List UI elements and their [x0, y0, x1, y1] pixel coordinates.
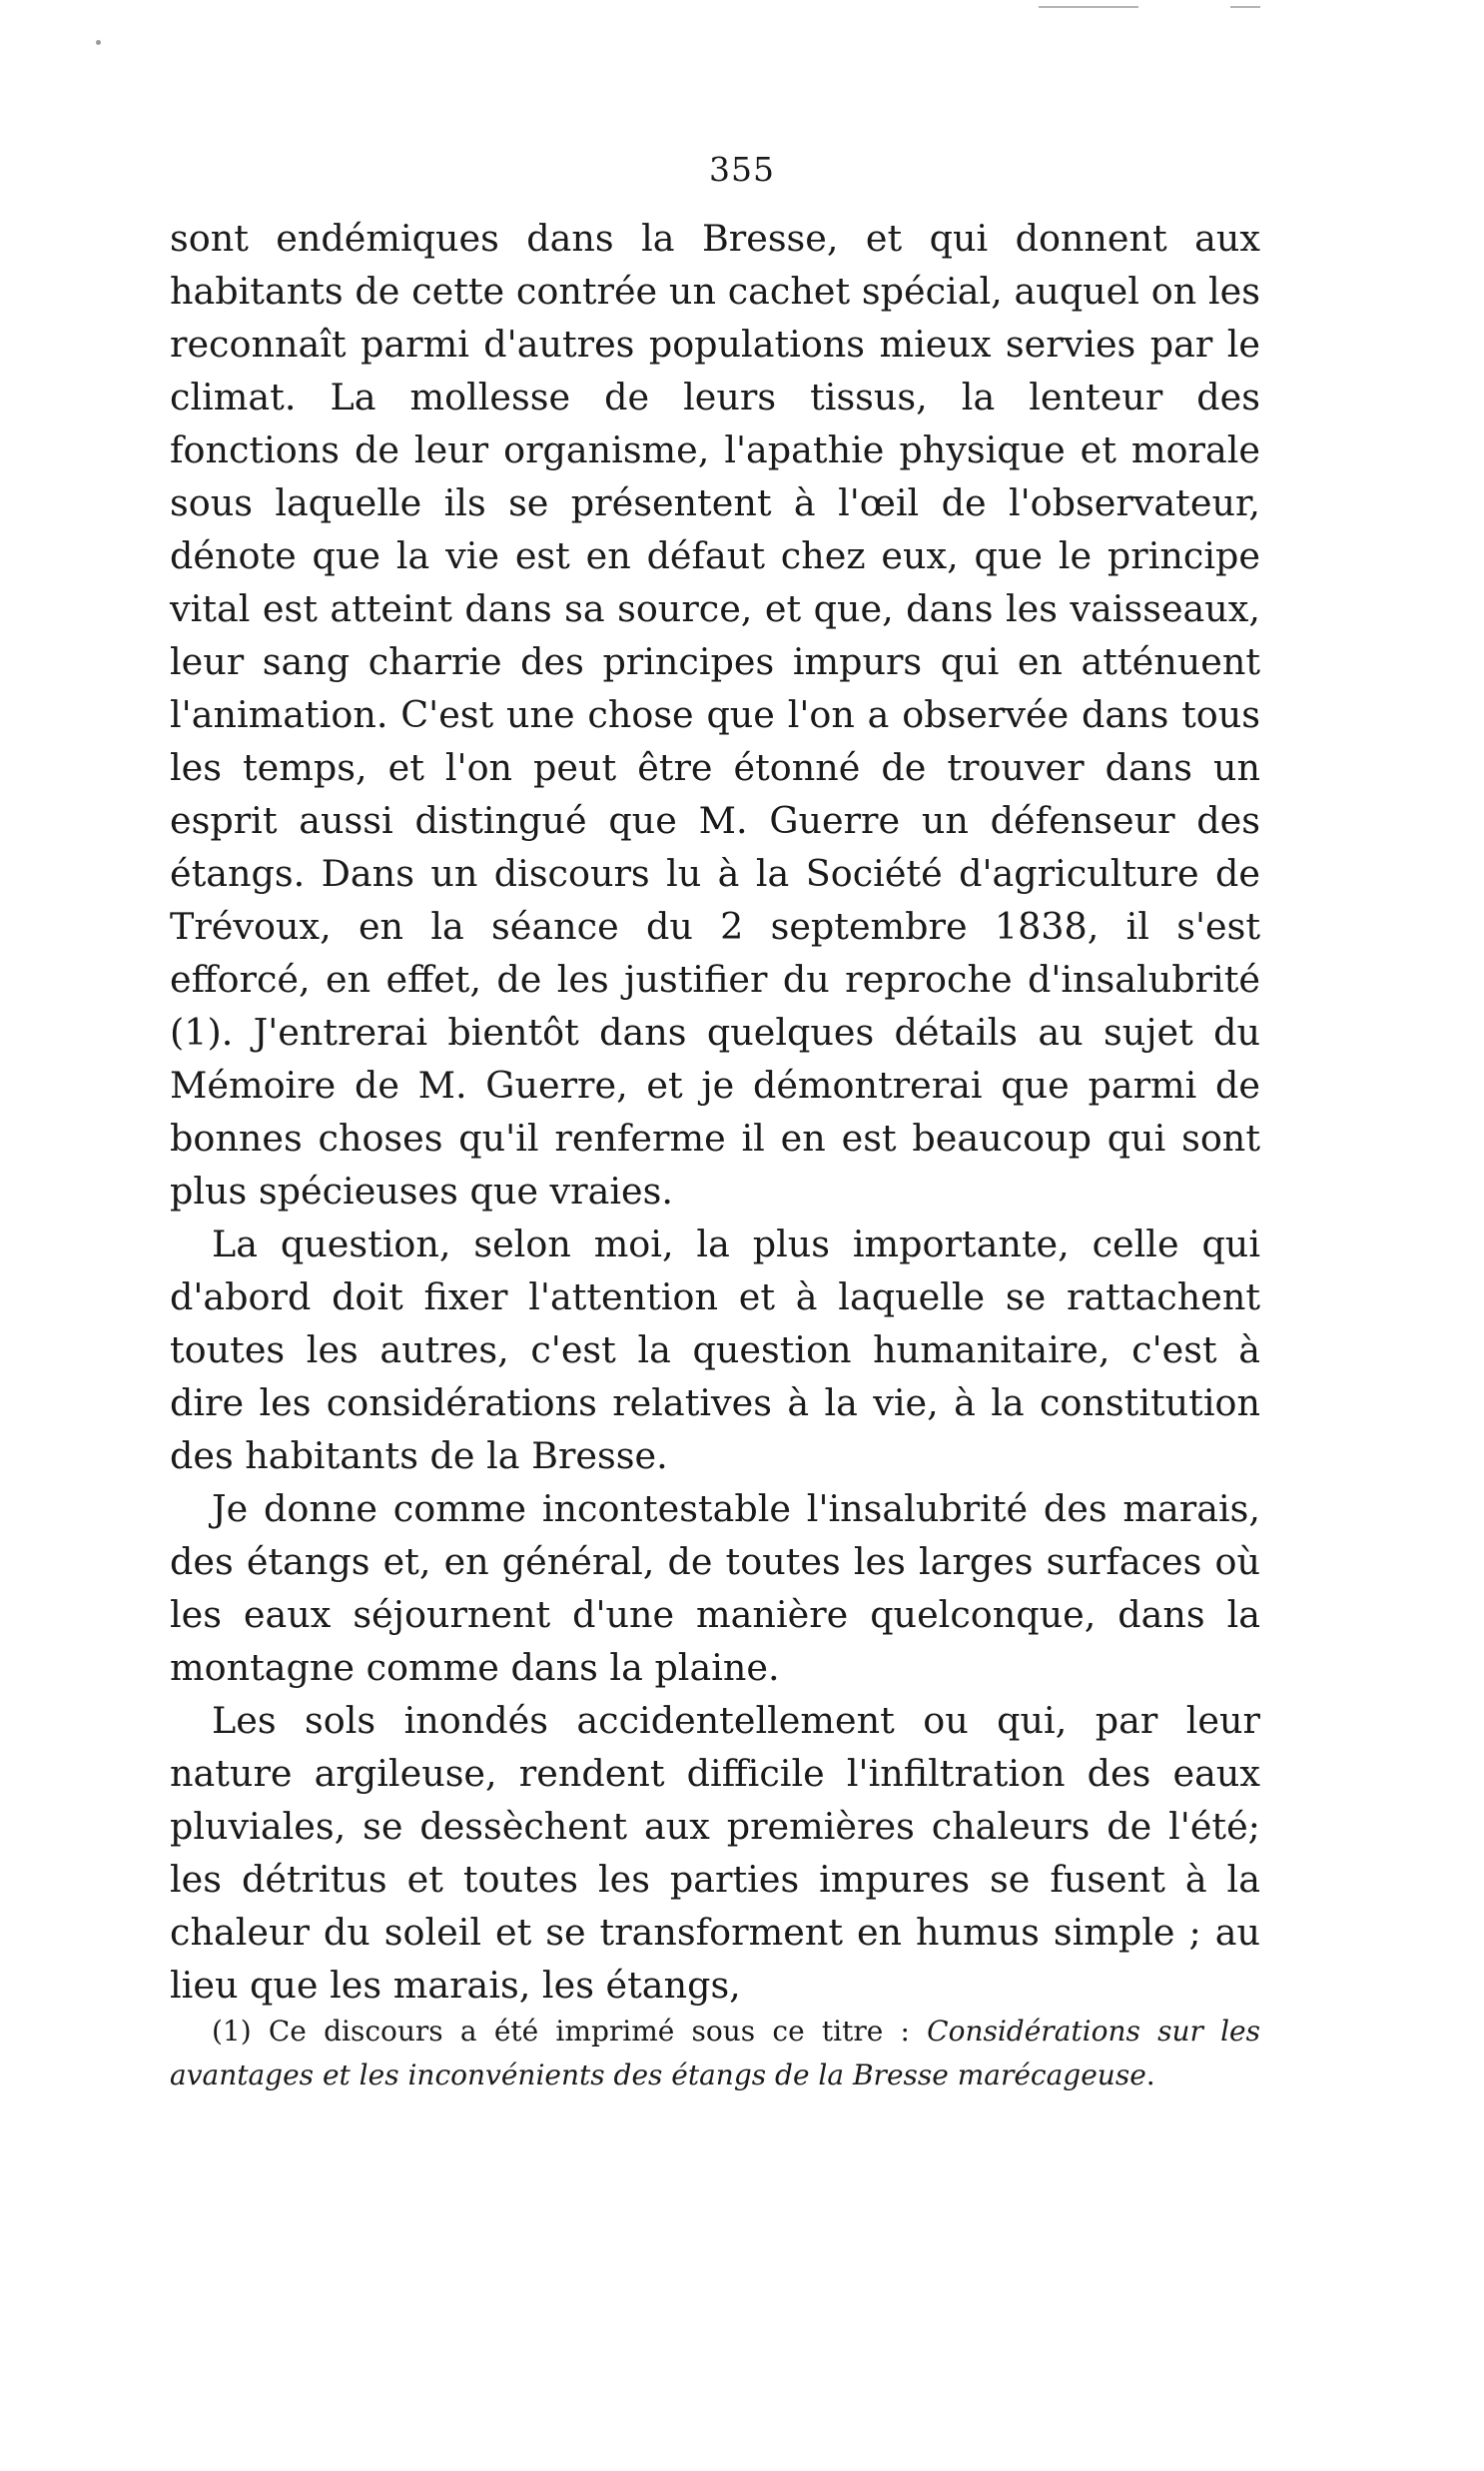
paragraph: Je donne comme incontestable l'insalubrité des marais, des étangs et, en général, de toutes les larges surfaces où les eaux séjournent d'une manière quelconque, dans la montagne comme dans la plaine.	[170, 1487, 1260, 1689]
footnote-marker: (1) Ce discours a été imprimé sous ce titre :	[212, 2015, 928, 2048]
paragraph-continued: sont endémiques dans la Bresse, et qui donnent aux habitants de cette contrée un cachet spécial, auquel on les reconnaît parmi d'autres populations mieux servies par le climat. La mollesse de leurs tissus, la lenteur des fonctions de leur organisme, l'apathie physique et morale sous laquelle ils se présentent à l'œil de l'observateur, dénote que la vie est en défaut chez eux, que le principe vital est atteint dans sa source, et que, dans les vaisseaux, leur sang charrie des principes impurs qui en atténuent l'animation. C'est une chose que l'on a observée dans tous les temps, et l'on peut être étonné de trouver dans un esprit aussi distingué que M. Guerre un défenseur des étangs. Dans un discours lu à la Société d'agriculture de Trévoux, en la séance du 2 septembre 1838, il s'est efforcé, en effet, de les justifier du reproche d'insalubrité (1). J'entrerai bientôt dans quelques détails au sujet du Mémoire de M. Guerre, et je démontrerai que parmi de bonnes choses qu'il renferme il en est beaucoup qui sont plus spécieuses que vraies.	[170, 217, 1260, 1213]
page-number: 355	[709, 150, 775, 189]
scan-artifact-line	[1230, 6, 1260, 8]
paragraph: Les sols inondés accidentellement ou qui, par leur nature argileuse, rendent difficile l'infiltration des eaux pluviales, se dessèchent aux premières chaleurs de l'été; les détritus et toutes les parties impures se fusent à la chaleur du soleil et se transforment en humus simple ; au lieu que les marais, les étangs,	[170, 1699, 1260, 2007]
body-text	[170, 212, 1260, 2012]
paragraph: La question, selon moi, la plus importante, celle qui d'abord doit fixer l'attention et à laquelle se rattachent toutes les autres, c'est la question humanitaire, c'est à dire les considérations relatives à la vie, à la constitution des habitants de la Bresse.	[170, 1223, 1260, 1477]
scan-artifact-line	[1039, 6, 1138, 8]
footnote-title: Considérations sur les avantages et les inconvénients des étangs de la Bresse marécageuse	[170, 2015, 1260, 2091]
footnote-end: .	[1145, 2059, 1155, 2091]
footnote	[170, 2010, 1260, 2097]
scan-artifact-dot	[96, 40, 101, 45]
